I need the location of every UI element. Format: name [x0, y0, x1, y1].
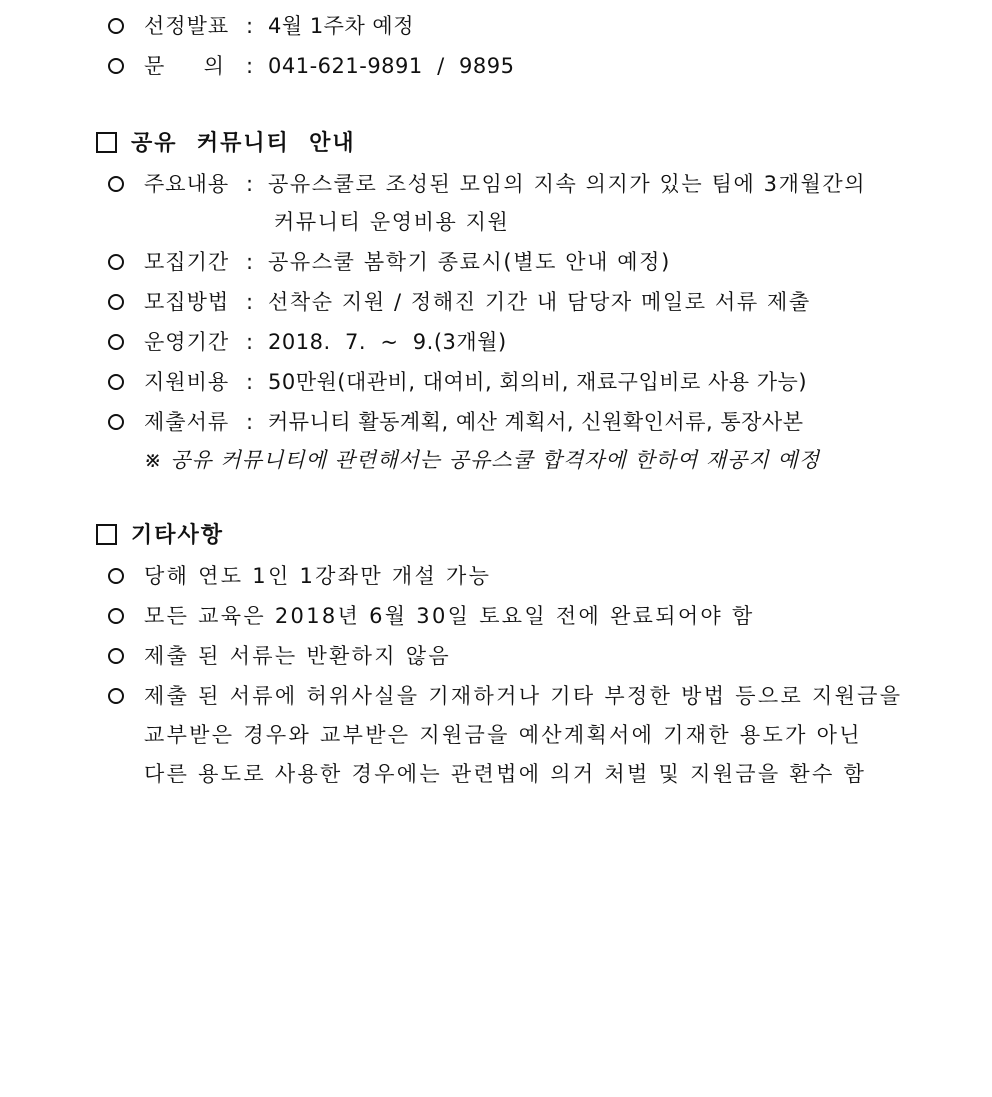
circle-bullet-icon — [108, 282, 124, 322]
circle-bullet-icon — [108, 596, 124, 636]
item-value: 2018. 7. ~ 9.(3개월) — [268, 330, 507, 354]
item-label: 제출서류 — [144, 410, 230, 434]
circle-bullet-icon — [108, 362, 124, 402]
checkbox-square-icon — [96, 524, 117, 545]
circle-bullet-icon — [108, 556, 124, 596]
item-colon: : — [246, 330, 254, 354]
note-text: ※ 공유 커뮤니티에 관련해서는 공유스쿨 합격자에 한하여 재공지 예정 — [144, 448, 821, 472]
item-value: 공유스쿨로 조성된 모임의 지속 의지가 있는 팀에 3개월간의 — [268, 172, 867, 196]
item-value: 50만원(대관비, 대여비, 회의비, 재료구입비로 사용 가능) — [268, 370, 808, 394]
circle-bullet-icon — [108, 636, 124, 676]
item-text-line-1: 제출 된 서류에 허위사실을 기재하거나 기타 부정한 방법 등으로 지원금을 — [144, 684, 903, 708]
item-value: 041-621-9891 / 9895 — [268, 54, 515, 78]
section-title: 기타사항 — [131, 523, 225, 548]
item-text: 모든 교육은 2018년 6월 30일 토요일 전에 완료되어야 함 — [144, 604, 755, 628]
item-text: 제출 된 서류는 반환하지 않음 — [144, 644, 451, 668]
item-text-line-2: 교부받은 경우와 교부받은 지원금을 예산계획서에 기재한 용도가 아닌 — [144, 723, 862, 747]
item-text: 당해 연도 1인 1강좌만 개설 가능 — [144, 564, 492, 588]
item-label: 운영기간 — [144, 330, 230, 354]
circle-bullet-icon — [108, 402, 124, 442]
item-text-line-3: 다른 용도로 사용한 경우에는 관련법에 의거 처벌 및 지원금을 환수 함 — [144, 762, 867, 786]
item-value-continued: 커뮤니티 운영비용 지원 — [274, 210, 510, 234]
item-colon: : — [246, 250, 254, 274]
item-colon: : — [246, 370, 254, 394]
section-heading-community — [96, 124, 356, 164]
item-colon: : — [246, 54, 254, 78]
item-label: 지원비용 — [144, 370, 230, 394]
item-value: 4월 1주차 예정 — [268, 14, 415, 38]
circle-bullet-icon — [108, 6, 124, 46]
circle-bullet-icon — [108, 676, 124, 716]
item-label: 모집방법 — [144, 290, 230, 314]
item-label: 모집기간 — [144, 250, 230, 274]
item-value: 공유스쿨 봄학기 종료시(별도 안내 예정) — [268, 250, 671, 274]
circle-bullet-icon — [108, 164, 124, 204]
item-value: 커뮤니티 활동계획, 예산 계획서, 신원확인서류, 통장사본 — [268, 410, 804, 434]
checkbox-square-icon — [96, 132, 117, 153]
item-colon: : — [246, 290, 254, 314]
item-label: 선정발표 — [144, 14, 230, 38]
item-colon: : — [246, 14, 254, 38]
section-heading-etc — [96, 516, 224, 556]
item-label: 주요내용 — [144, 172, 230, 196]
circle-bullet-icon — [108, 322, 124, 362]
item-value: 선착순 지원 / 정해진 기간 내 담당자 메일로 서류 제출 — [268, 290, 811, 314]
item-colon: : — [246, 172, 254, 196]
item-colon: : — [246, 410, 254, 434]
item-label: 문 의 — [144, 54, 225, 78]
circle-bullet-icon — [108, 242, 124, 282]
circle-bullet-icon — [108, 46, 124, 86]
section-title: 공유 커뮤니티 안내 — [131, 131, 356, 156]
